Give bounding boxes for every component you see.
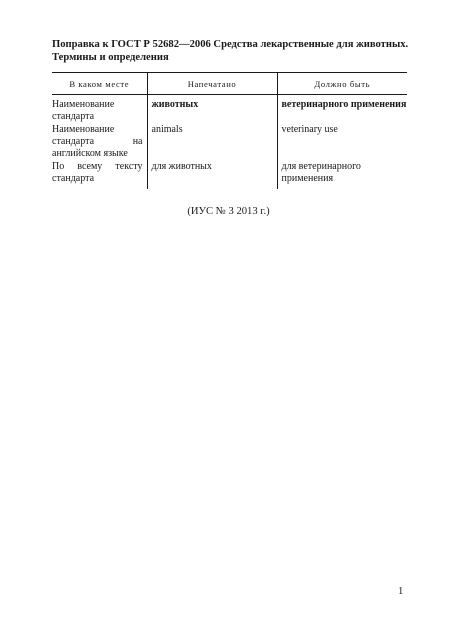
table-row	[52, 95, 407, 124]
issue-reference: (ИУС № 3 2013 г.)	[187, 206, 270, 217]
table-row	[52, 160, 407, 189]
row-place-cell: Наименование стандарта	[52, 99, 115, 122]
row-place-cell: По всему тексту стандарта	[52, 161, 143, 184]
row-should-be-cell: ветеринарного применения	[277, 95, 407, 124]
table-row	[52, 123, 407, 160]
table-header-row	[52, 73, 407, 95]
column-header-should-be: Должно быть	[277, 73, 407, 95]
column-header-printed: Напечатано	[147, 73, 277, 95]
row-printed-cell: животных	[147, 95, 277, 124]
row-should-be-cell: veterinary use	[277, 123, 407, 160]
errata-table	[52, 72, 407, 189]
document-title: Поправка к ГОСТ Р 52682—2006 Средства лекарственные для животных. Термины и определения	[52, 39, 409, 63]
page-number: 1	[398, 586, 404, 597]
column-header-place: В каком месте	[52, 73, 147, 95]
row-printed-cell: animals	[147, 123, 277, 160]
row-should-be-cell: для ветеринарного применения	[277, 160, 407, 189]
row-place-cell: Наименование стандарта на английском языке	[52, 124, 143, 159]
row-printed-cell: для животных	[147, 160, 277, 189]
